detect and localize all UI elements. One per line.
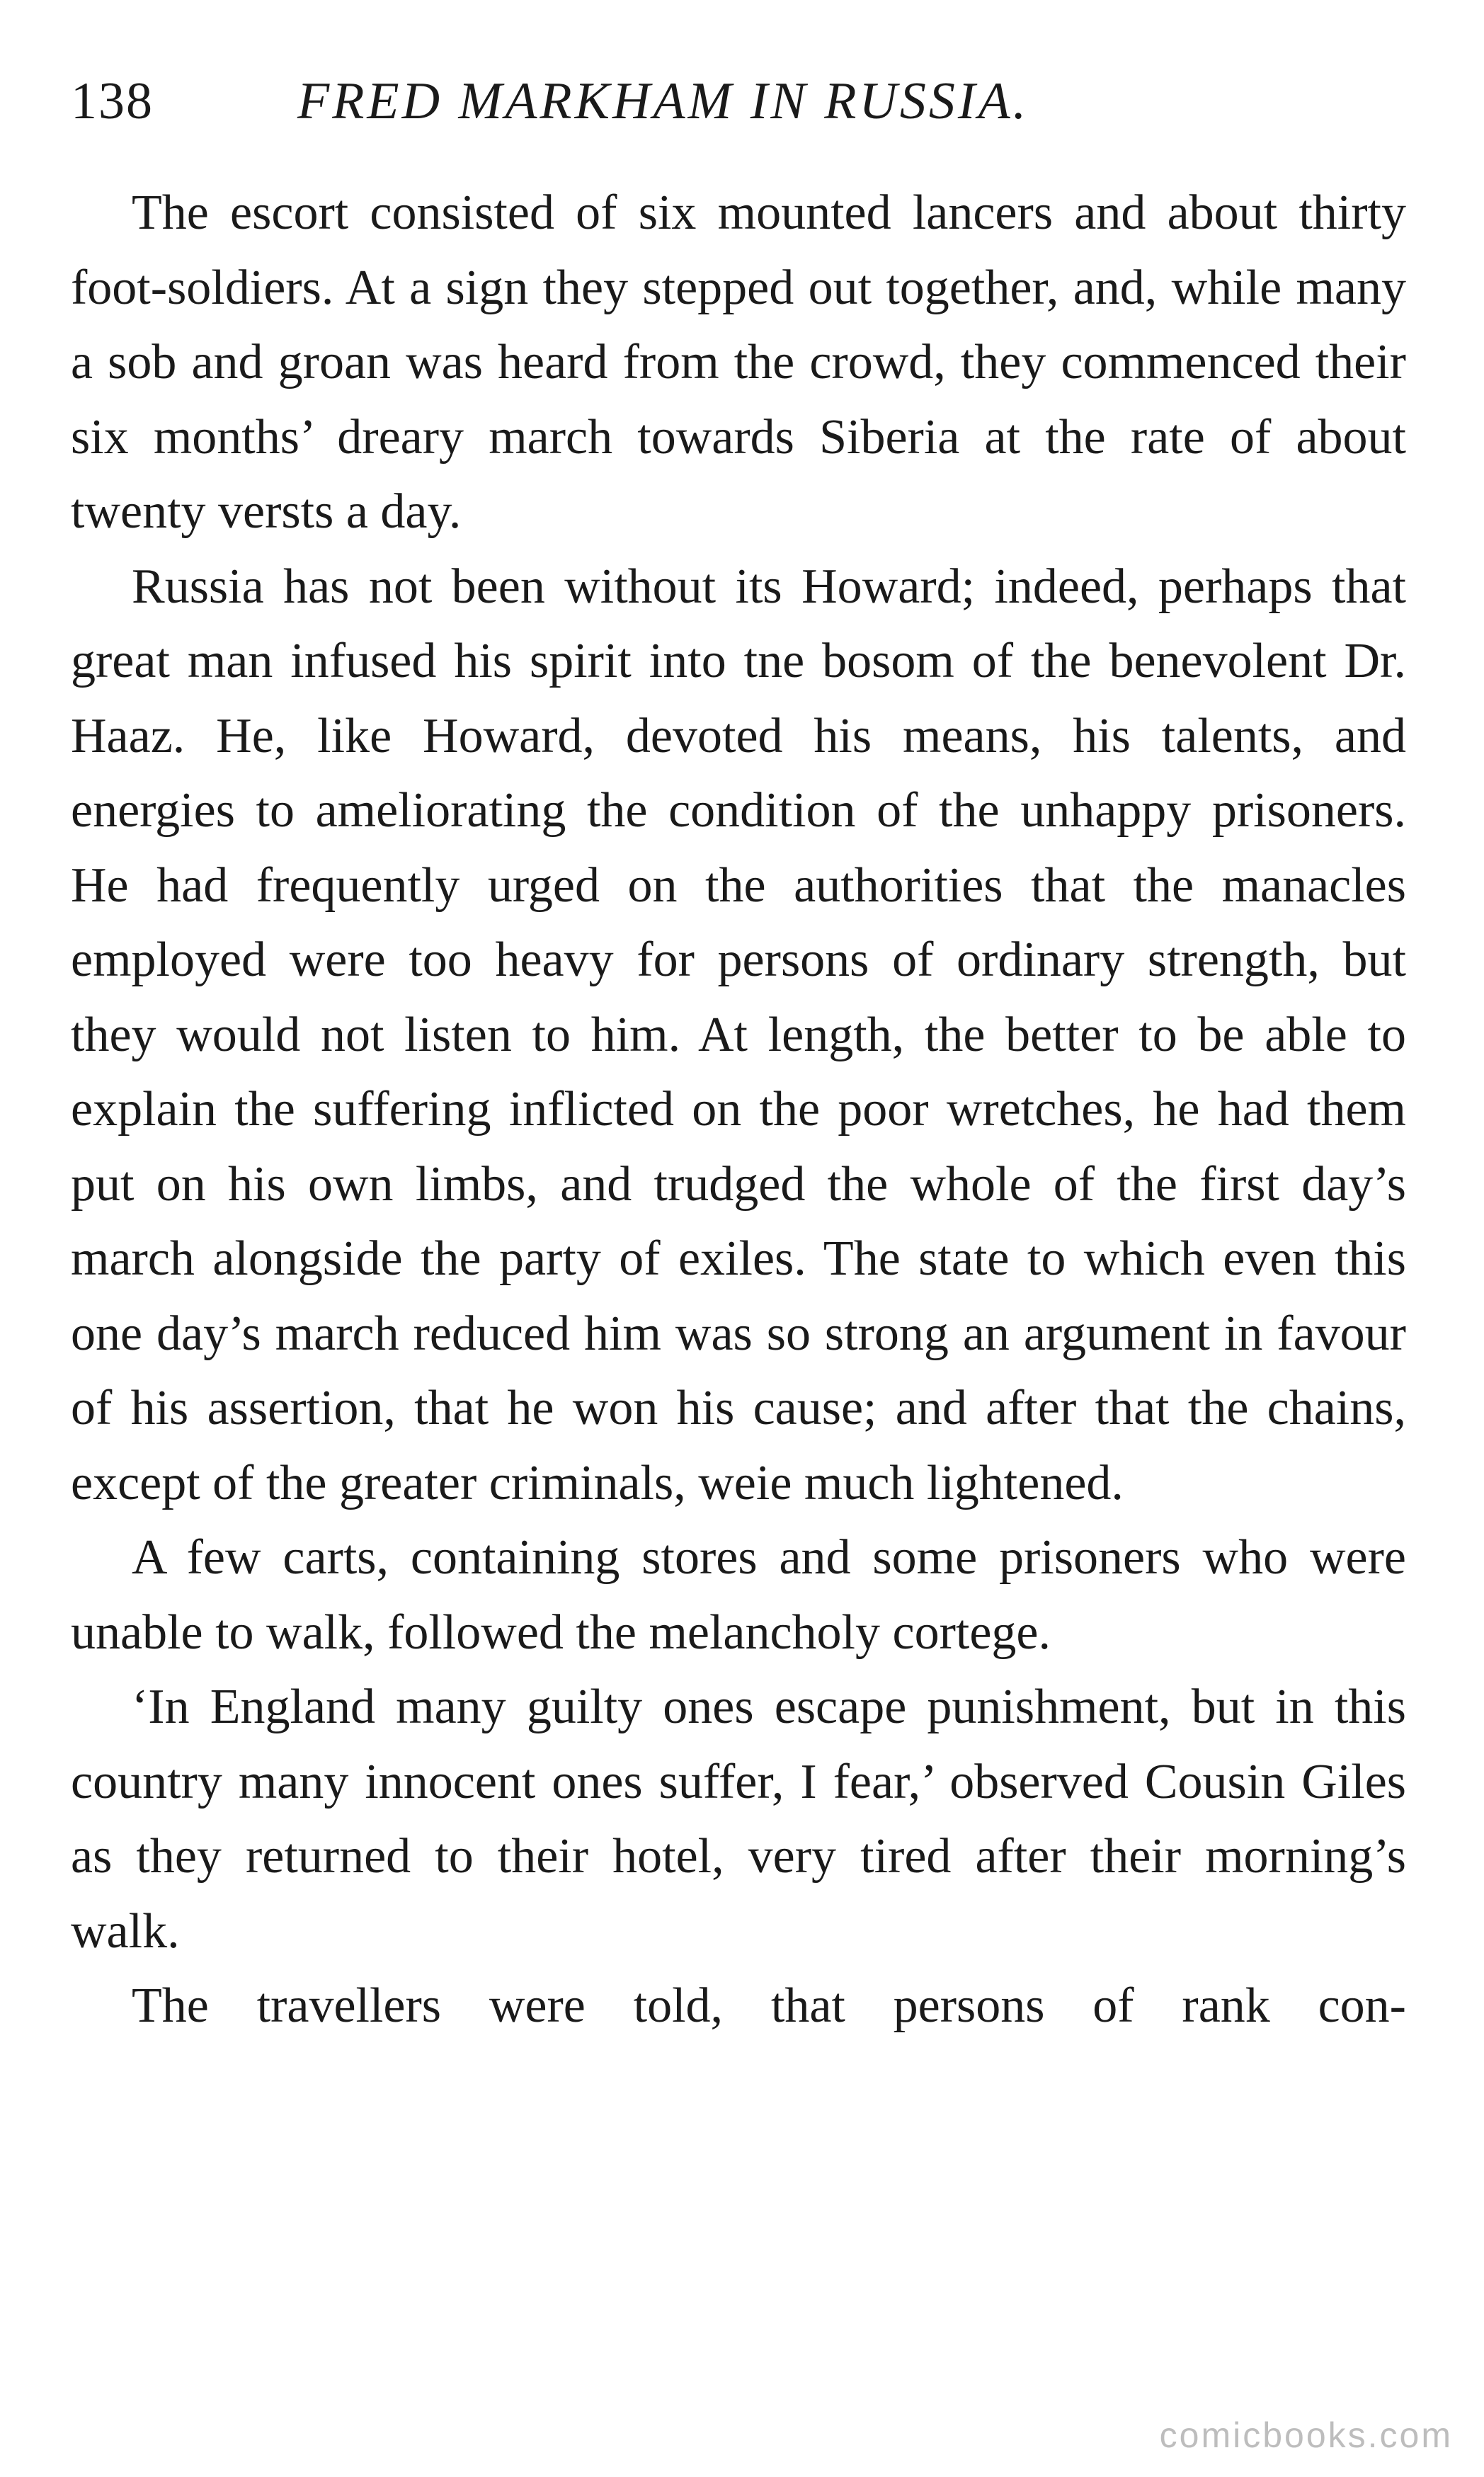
body-text [71,176,1406,2044]
paragraph-cousin-giles: ‘In England many guilty ones escape punishment, but in this country many innocent ones suffer, I fear,’ observed Cousin Giles as they returned to their hotel, very tired after their morning’s walk. [71,1680,1406,1959]
paragraph-dr-haaz: Russia has not been without its Howard; indeed, perhaps that great man infused his spirit into tne bosom of the benevolent Dr. Haaz. He, like Howard, devoted his means, his talents, and energies to ameliorating the condition of the unhappy prisoners. He had frequently urged on the authorities that the manacles employed were too heavy for persons of ordinary strength, but they would not listen to him. At length, the better to be able to explain the suffering inflicted on the poor wretches, he had them put on his own limbs, and trudged the whole of the first day’s march alongside the party of exiles. The state to which even this one day’s march reduced him was so strong an argument in favour of his assertion, that he won his cause; and after that the chains, except of the greater criminals, weie much lightened. [71,559,1406,1510]
running-title: FRED MARKHAM IN RUSSIA. [297,72,1029,130]
paragraph-carts: A few carts, containing stores and some prisoners who were unable to walk, followed the melancholy cortege. [71,1530,1406,1660]
paragraph-travellers: The travellers were told, that persons of rank con- [132,1978,1406,2033]
running-head [71,62,1416,140]
watermark: comicbooks.com [1159,2415,1453,2455]
page-number: 138 [71,72,154,130]
paragraph-escort: The escort consisted of six mounted lancers and about thirty foot-soldiers. At a sign they stepped out together, and, while many a sob and groan was heard from the crowd, they commenced their six months’ dreary march towards Siberia at the rate of about twenty versts a day. [71,186,1406,539]
